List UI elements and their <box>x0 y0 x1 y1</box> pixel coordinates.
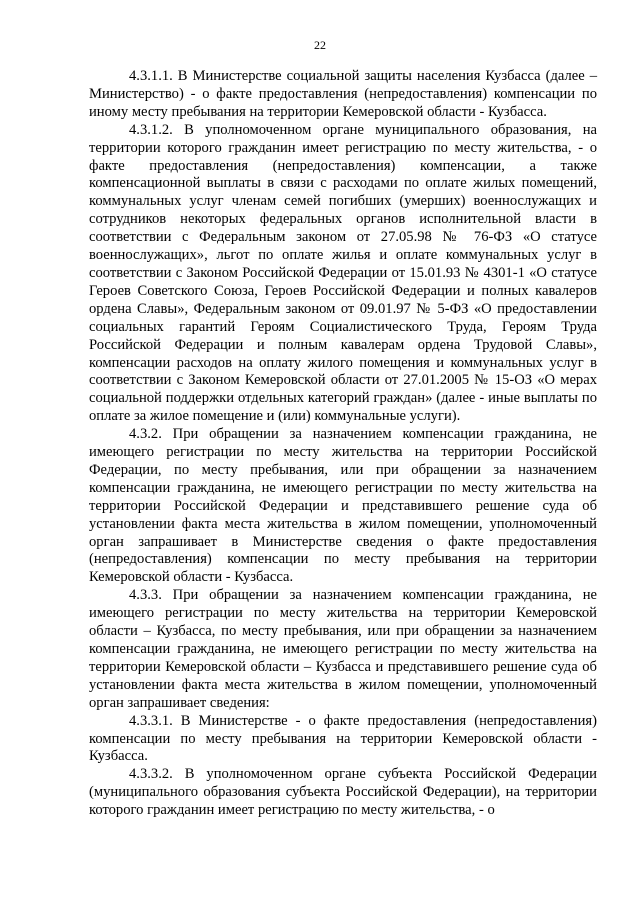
paragraph-4-3-2: 4.3.2. При обращении за назначением компенсации гражданина, не имеющего регистрации по месту жительства на территории Российской Федерации, по месту пребывания, или при обращении за назначением компенсации гражданина, не имеющего регистрации по месту жительства на территории Российской Федерации и представившего решение суда об установлении факта места жительства в жилом помещении, уполномоченный орган запрашивает в Министерстве сведения о факте предоставления (непредоставления) компенсации по месту пребывания на территории Кемеровской области - Кузбасса. <box>89 426 597 586</box>
paragraph-4-3-3-1: 4.3.3.1. В Министерстве - о факте предоставления (непредоставления) компенсации по месту пребывания на территории Кемеровской области - Кузбасса. <box>89 712 597 765</box>
page-number: 22 <box>314 38 326 52</box>
document-body <box>89 68 597 820</box>
paragraph-4-3-3: 4.3.3. При обращении за назначением компенсации гражданина, не имеющего регистрации по месту жительства на территории Кемеровской области – Кузбасса, по месту пребывания, или при обращении за назначением компенсации гражданина, не имеющего регистрации по месту жительства на территории Кемеровской области – Кузбасса и представившего решение суда об установлении факта места жительства в жилом помещении, уполномоченный орган запрашивает сведения: <box>89 587 597 711</box>
paragraph-4-3-3-2: 4.3.3.2. В уполномоченном органе субъекта Российской Федерации (муниципального образования субъекта Российской Федерации), на территории которого гражданин имеет регистрацию по месту жительства, - о <box>89 766 597 819</box>
paragraph-4-3-1-1: 4.3.1.1. В Министерстве социальной защиты населения Кузбасса (далее – Министерство) - о факте предоставления (непредоставления) компенсации по иному месту пребывания на территории Кемеровской области - Кузбасса. <box>89 68 597 120</box>
paragraph-4-3-1-2: 4.3.1.2. В уполномоченном органе муниципального образования, на территории которого гражданин имеет регистрацию по месту жительства, - о факте предоставления (непредоставления) компенсации, а также компенсационной выплаты в связи с расходами по оплате жилых помещений, коммунальных услуг членам семей погибших (умерших) военнослужащих и сотрудников некоторых федеральных органов исполнительной власти в соответствии с Федеральным законом от 27.05.98 № 76-ФЗ «О статусе военнослужащих», льгот по оплате жилья и оплате коммунальных услуг в соответствии с Законом Российской Федерации от 15.01.93 № 4301-1 «О статусе Героев Советского Союза, Героев Российской Федерации и полных кавалеров ордена Славы», Федеральным законом от 09.01.97 № 5-ФЗ «О предоставлении социальных гарантий Героям Социалистического Труда, Героям Труда Российской Федерации и полным кавалерам ордена Трудовой Славы», компенсации расходов на оплату жилого помещения и коммунальных услуг в соответствии с Законом Кемеровской области от 27.01.2005 № 15-ОЗ «О мерах социальной поддержки отдельных категорий граждан» (далее - иные выплаты по оплате за жилое помещение и (или) коммунальные услуги). <box>89 121 597 425</box>
